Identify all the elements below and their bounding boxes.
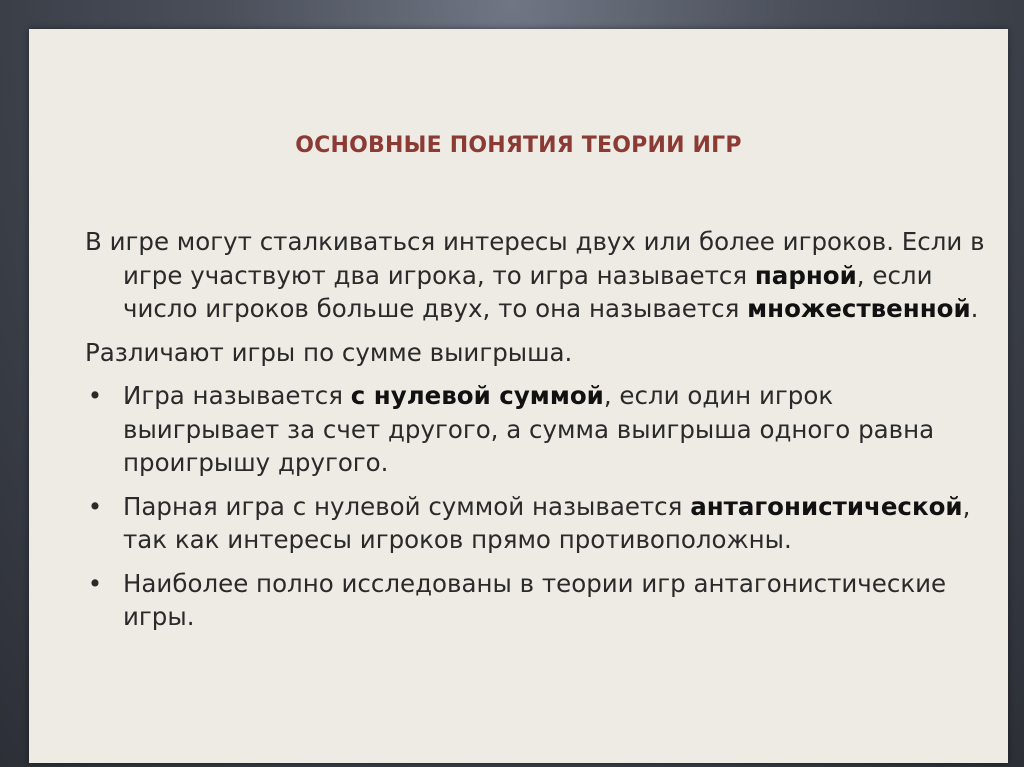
intro-paragraph	[85, 225, 985, 326]
bullet-item-antagonistic	[85, 490, 985, 557]
intro-text-2: , если число игроков больше двух, то она называется	[123, 260, 933, 323]
bullet-item-studied	[85, 567, 985, 634]
bullet-text: Игра называется	[123, 381, 351, 410]
lead-paragraph: Различают игры по сумме выигрыша.	[85, 337, 573, 367]
bullet-text: , так как интересы игроков прямо противоположны.	[123, 491, 971, 554]
bullet-icon: •	[87, 381, 103, 410]
intro-text-1: В игре могут сталкиваться интересы двух или более игроков. Если в игре участвуют два игрока, то игра называется	[85, 227, 985, 290]
slide-body	[85, 225, 985, 644]
term-antagonistic: антагонистической	[690, 491, 963, 521]
slide-title: ОСНОВНЫЕ ПОНЯТИЯ ТЕОРИИ ИГР	[295, 133, 742, 158]
term-pair-game: парной	[754, 260, 857, 290]
bullet-text: Парная игра с нулевой суммой называется	[123, 491, 691, 521]
bullet-text: , если один игрок выигрывает за счет другого, а сумма выигрыша одного равна проигрышу другого.	[123, 381, 935, 477]
bullet-item-zero-sum	[85, 379, 985, 480]
bullet-text: Наиболее полно исследованы в теории игр антагонистические игры.	[123, 568, 947, 631]
term-zero-sum: с нулевой суммой	[350, 381, 604, 410]
bullet-icon: •	[87, 491, 103, 521]
slide	[29, 29, 1008, 763]
intro-text-3: .	[970, 294, 979, 323]
bullet-icon: •	[87, 568, 103, 598]
term-multiple-game: множественной	[747, 294, 971, 323]
